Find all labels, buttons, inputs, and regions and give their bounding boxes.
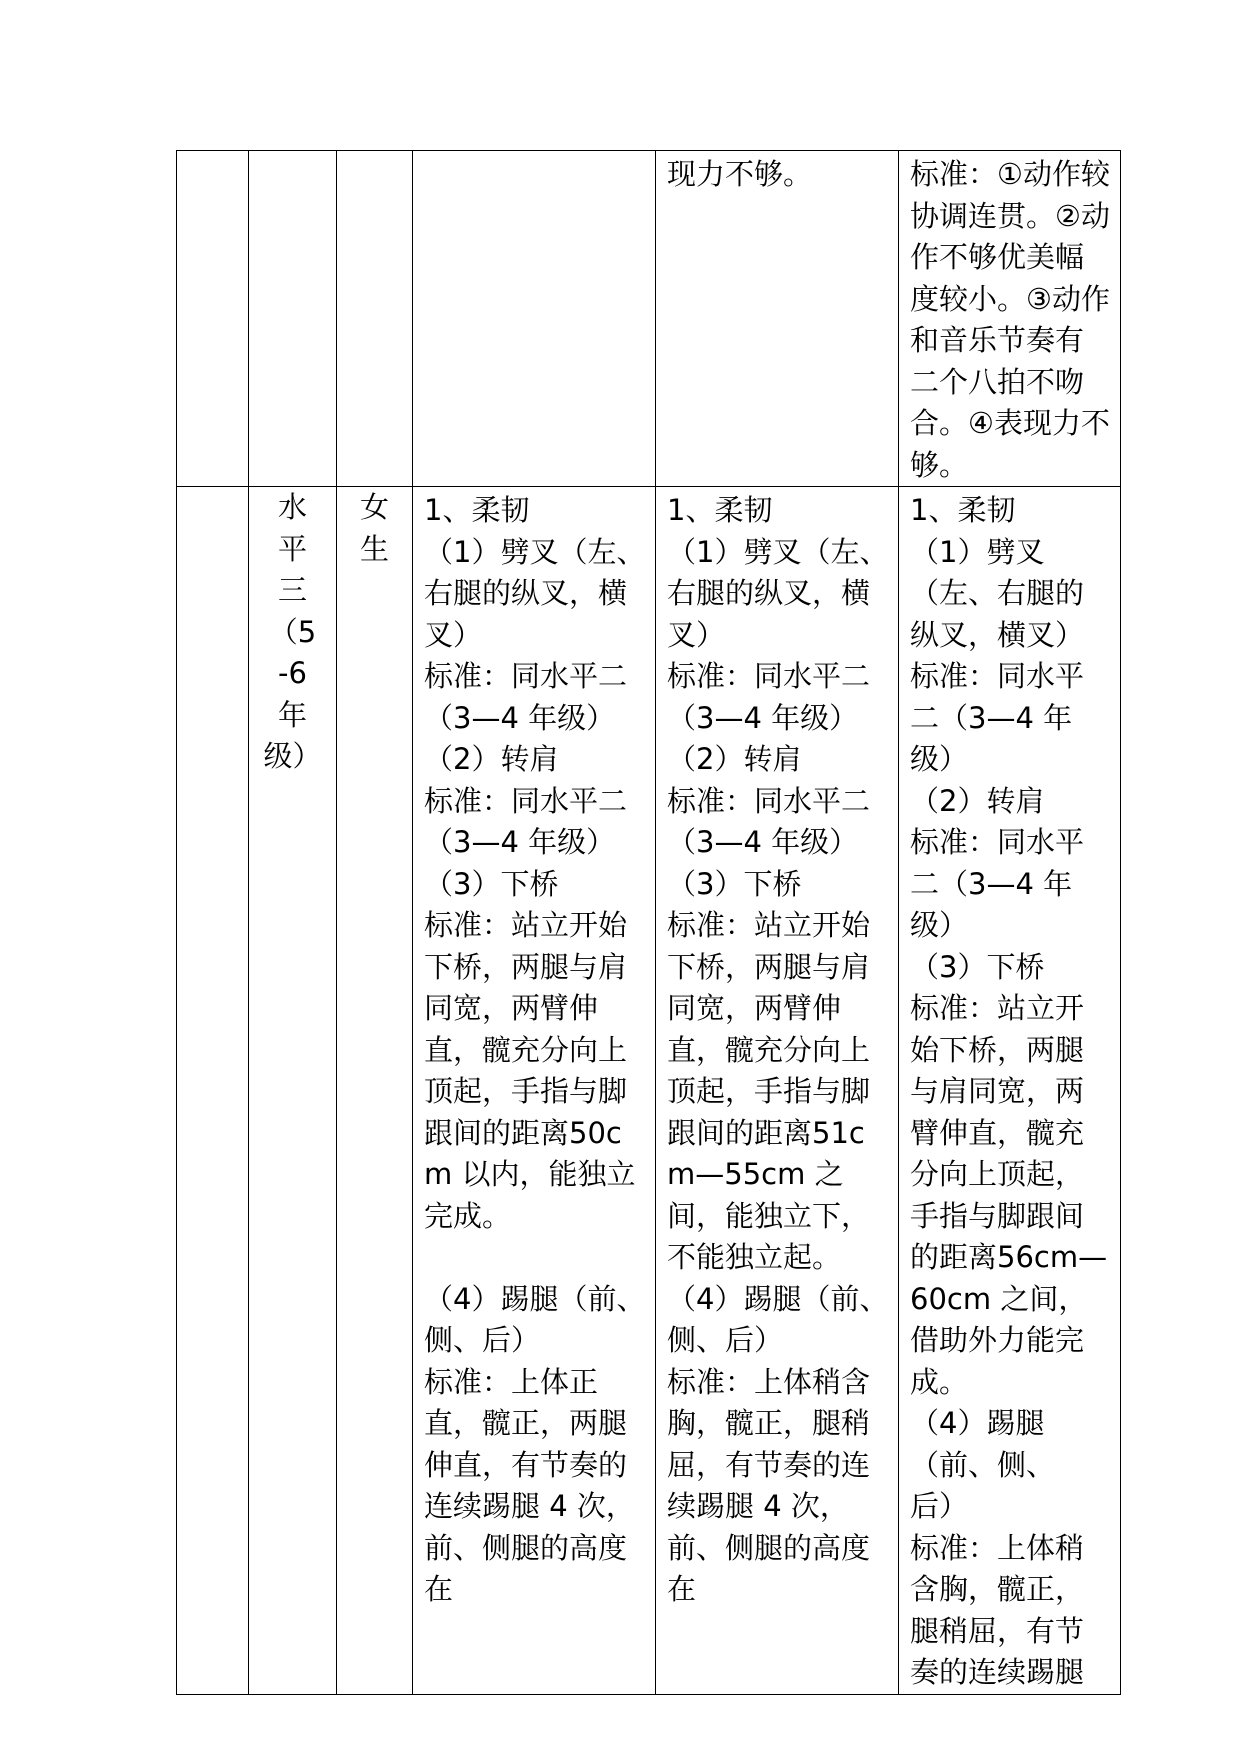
table-cell bbox=[899, 487, 1121, 1695]
table-cell bbox=[413, 487, 656, 1695]
cell-text bbox=[413, 487, 655, 1611]
cell-text: 标准：①动作较协调连贯。②动作不够优美幅度较小。③动作和音乐节奏有二个八拍不吻合。④表现力不够。 bbox=[910, 157, 1110, 482]
table-row bbox=[177, 151, 1121, 487]
cell-text: 现力不够。 bbox=[667, 157, 813, 191]
cell-text: 1、柔韧 （1）劈叉（左、右腿的纵叉，横叉） 标准：同水平二（3—4 年级） （2）转肩 标准：同水平二（3—4 年级） （3）下桥 标准：站立开始下桥，两腿与肩同宽，两臂伸直，髋充分向上顶起，手指与脚跟间的距离51cm—55cm 之间，能独立下，不能独立起。 （4）踢腿（前、侧、后） 标准：上体稍含胸，髋正，腿稍屈，有节奏的连续踢腿 4 次，前、侧腿的高度在 bbox=[667, 493, 889, 1606]
table-cell bbox=[899, 151, 1121, 487]
cell-text-part: （4）踢腿（前、侧、后） 标准：上体正直，髋正，两腿伸直，有节奏的连续踢腿 4 次，前、侧腿的高度在 bbox=[424, 1281, 646, 1606]
gender-label: 女 生 bbox=[359, 490, 389, 566]
paragraph-gap bbox=[424, 1237, 647, 1279]
standards-table bbox=[176, 150, 1121, 1695]
cell-text: 1、柔韧 （1）劈叉（左、右腿的纵叉，横叉） 标准：同水平二（3—4 年级） （2）转肩 标准：同水平二（3—4 年级） （3）下桥 标准：站立开始下桥，两腿与肩同宽，两臂伸直，髋充分向上顶起，手指与脚跟间的距离56cm—60cm 之间，借助外力能完成。 （4）踢腿（前、侧、后） 标准：上体稍含胸，髋正，腿稍屈，有节奏的连续踢腿 bbox=[910, 493, 1108, 1689]
table-cell-empty bbox=[413, 151, 656, 487]
gender-cell bbox=[337, 487, 413, 1695]
table-cell-empty bbox=[177, 487, 249, 1695]
table-cell bbox=[656, 151, 899, 487]
cell-text-part: 1、柔韧 （1）劈叉（左、右腿的纵叉，横叉） 标准：同水平二（3—4 年级） （2）转肩 标准：同水平二（3—4 年级） （3）下桥 标准：站立开始下桥，两腿与肩同宽，两臂伸直，髋充分向上顶起，手指与脚跟间的距离50cm 以内，能独立完成。 bbox=[424, 493, 646, 1233]
table-cell-empty bbox=[249, 151, 337, 487]
level-cell bbox=[249, 487, 337, 1695]
level-label: 水 平 三 （5 -6 年 级） bbox=[263, 490, 322, 773]
table-cell-empty bbox=[337, 151, 413, 487]
table-cell bbox=[656, 487, 899, 1695]
table-row bbox=[177, 487, 1121, 1695]
table-cell-empty bbox=[177, 151, 249, 487]
